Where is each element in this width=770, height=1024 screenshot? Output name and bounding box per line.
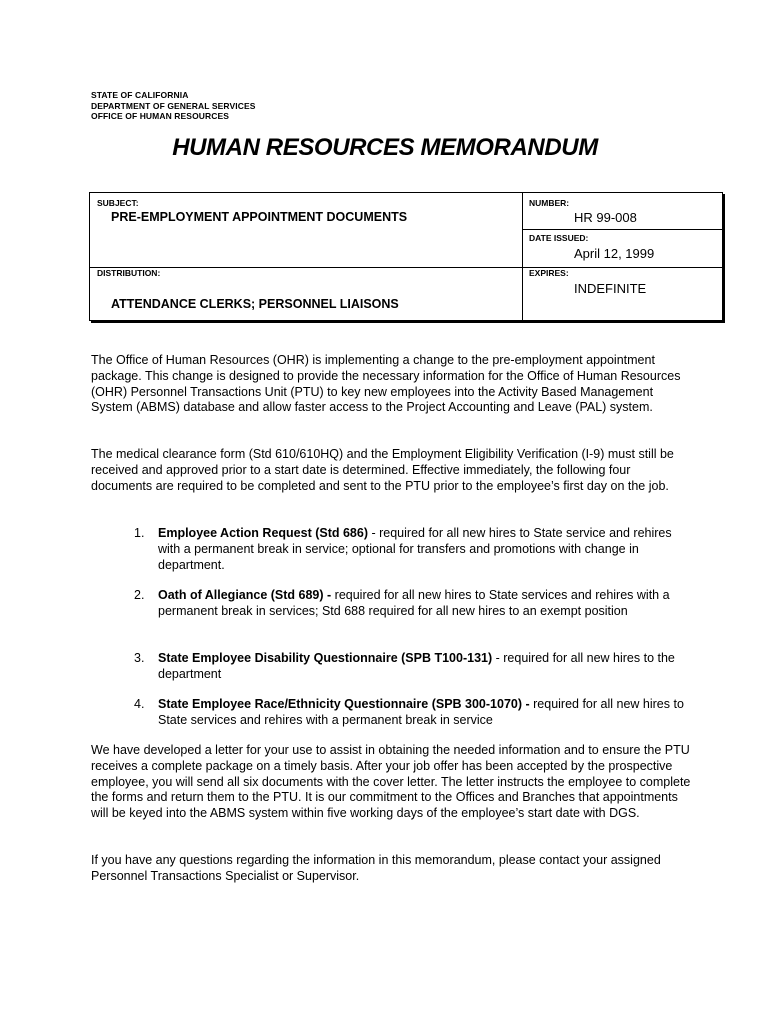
list-item-number: 3. (134, 651, 145, 665)
agency-line-state: STATE OF CALIFORNIA (91, 90, 189, 100)
memo-info-box (89, 192, 723, 321)
document-requirement: - required for all new hires to State service and rehires with a permanent break in service; optional for transfers and promotions with change in department. (158, 526, 672, 572)
list-item-number: 2. (134, 588, 145, 602)
paragraph-cover-letter (91, 743, 691, 822)
box-divider-right-1 (522, 229, 722, 230)
document-requirement: required for all new hires to State services and rehires with a permanent break in services; Std 688 required for all new hires to an exempt position (158, 588, 670, 618)
subject-value: PRE-EMPLOYMENT APPOINTMENT DOCUMENTS (111, 210, 408, 224)
expires-label: EXPIRES: (529, 268, 569, 278)
document-name: Employee Action Request (Std 686) (158, 526, 368, 540)
paragraph-cover-letter-text: We have developed a letter for your use to assist in obtaining the needed information and to ensure the PTU receives a complete package on a timely basis. After your job offer has been accepted by the prospective employee, you will send all six documents with the cover letter. The letter instructs the employee to complete the forms and return them to the PTU. It is our commitment to the Offices and Branches that appointments will be keyed into the ABMS system within five working days of the employee’s start date with DGS. (91, 743, 691, 821)
agency-line-office: OFFICE OF HUMAN RESOURCES (91, 111, 230, 121)
list-item-content (158, 526, 694, 573)
list-item (134, 588, 694, 620)
memo-title: HUMAN RESOURCES MEMORANDUM (172, 134, 598, 161)
list-item (134, 697, 694, 729)
document-name: Oath of Allegiance (Std 689) - (158, 588, 332, 602)
list-item-content (158, 697, 694, 729)
expires-value: INDEFINITE (574, 281, 647, 296)
distribution-label: DISTRIBUTION: (97, 268, 161, 278)
document-name: State Employee Disability Questionnaire (SPB T100-131) (158, 651, 493, 665)
paragraph-intro (91, 353, 691, 416)
number-label: NUMBER: (529, 198, 570, 208)
list-item-number: 4. (134, 697, 145, 711)
list-item-content (158, 588, 694, 620)
paragraph-contact-text: If you have any questions regarding the information in this memorandum, please contact your assigned Personnel Transactions Specialist or Supervisor. (91, 853, 661, 883)
agency-header (91, 90, 256, 122)
agency-line-department: DEPARTMENT OF GENERAL SERVICES (91, 100, 256, 111)
paragraph-intro-text: The Office of Human Resources (OHR) is implementing a change to the pre-employment appointment package. This change is designed to provide the necessary information for the Office of Human Resources (OHR) Personnel Transactions Unit (PTU) to key new employees into the Activity Based Management System (ABMS) database and allow faster access to the Project Accounting and Leave (PAL) system. (91, 353, 681, 415)
box-divider-vertical (522, 193, 523, 320)
list-item-number: 1. (134, 526, 145, 540)
document-requirement: - required for all new hires to the department (158, 651, 675, 681)
date-issued-label: DATE ISSUED: (529, 233, 589, 243)
paragraph-requirements-text: The medical clearance form (Std 610/610HQ) and the Employment Eligibility Verification (I-9) must still be received and approved prior to a start date is determined. Effective immediately, the following four documents are required to be completed and sent to the PTU prior to the employee’s first day on the job. (91, 447, 674, 493)
subject-label: SUBJECT: (97, 198, 139, 208)
number-value: HR 99-008 (574, 210, 637, 225)
date-issued-value: April 12, 1999 (574, 246, 655, 261)
paragraph-contact (91, 853, 691, 885)
paragraph-requirements (91, 447, 691, 494)
list-item (134, 526, 694, 573)
document-requirement: required for all new hires to State services and rehires with a permanent break in service (158, 697, 684, 727)
list-item (134, 651, 694, 683)
document-name: State Employee Race/Ethnicity Questionnaire (SPB 300-1070) - (158, 697, 530, 711)
list-item-content (158, 651, 694, 683)
distribution-value: ATTENDANCE CLERKS; PERSONNEL LIAISONS (111, 297, 399, 311)
